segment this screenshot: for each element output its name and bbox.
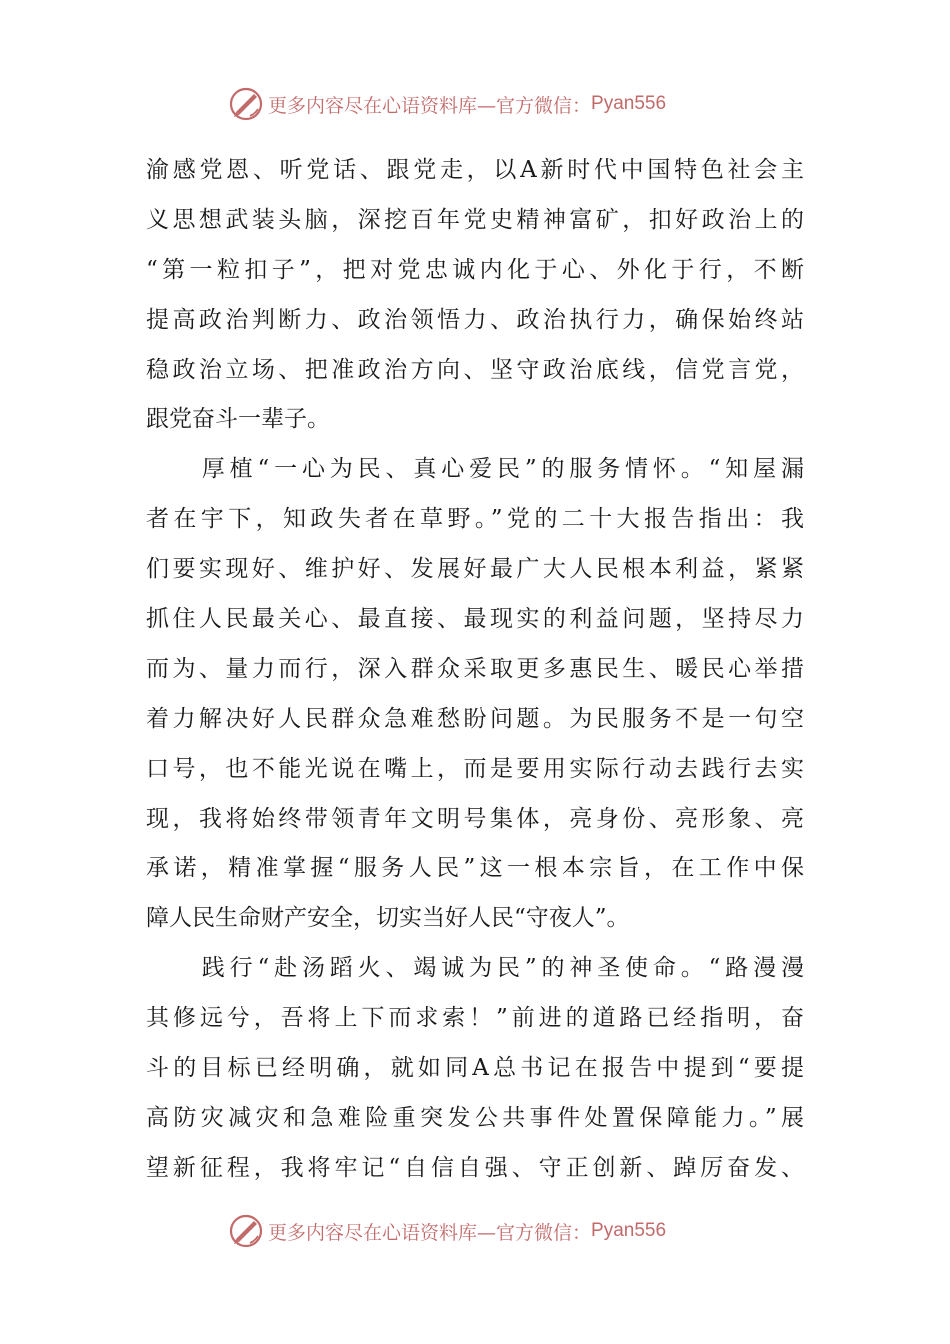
text-line: 承诺，精准掌握“服务人民”这一根本宗旨，在工作中保 <box>146 855 804 882</box>
text-line: 义思想武装头脑，深挖百年党史精神富矿，扣好政治上的 <box>146 206 804 233</box>
text-line: 望新征程，我将牢记“自信自强、守正创新、踔厉奋发、 <box>146 1154 804 1181</box>
text-line: 着力解决好人民群众急难愁盼问题。为民服务不是一句空 <box>146 705 804 732</box>
footer-banner <box>228 1211 722 1251</box>
document-body <box>146 146 804 1194</box>
text-line: 而为、量力而行，深入群众采取更多惠民生、暖民心举措 <box>146 655 804 682</box>
text-line: 高防灾减灾和急难险重突发公共事件处置保障能力。”展 <box>146 1104 804 1131</box>
footer-banner-text: 更多内容尽在心语资料库—官方微信： <box>268 1221 592 1244</box>
text-line: 现，我将始终带领青年文明号集体，亮身份、亮形象、亮 <box>146 805 804 832</box>
text-line: 厚植“一心为民、真心爱民”的服务情怀。“知屋漏 <box>146 456 804 483</box>
text-line: 障人民生命财产安全，切实当好人民“守夜人”。 <box>146 905 630 932</box>
footer-banner-wechat: Pyan556 <box>591 1220 667 1241</box>
text-line: 跟党奋斗一辈子。 <box>146 406 330 433</box>
text-line: 稳政治立场、把准政治方向、坚守政治底线，信党言党， <box>146 356 804 383</box>
header-banner-text: 更多内容尽在心语资料库—官方微信： <box>268 94 592 117</box>
text-line: 提高政治判断力、政治领悟力、政治执行力，确保始终站 <box>146 306 804 333</box>
pen-logo-icon <box>228 86 264 122</box>
text-line: 者在宇下，知政失者在草野。”党的二十大报告指出：我 <box>146 506 804 533</box>
text-line: 其修远兮，吾将上下而求索！”前进的道路已经指明，奋 <box>146 1005 804 1032</box>
pen-logo-icon <box>228 1213 264 1249</box>
text-line: 渝感党恩、听党话、跟党走，以A新时代中国特色社会主 <box>146 157 804 183</box>
header-banner <box>228 84 722 124</box>
header-banner-wechat: Pyan556 <box>591 93 667 114</box>
text-line: 践行“赴汤蹈火、竭诚为民”的神圣使命。“路漫漫 <box>146 955 804 982</box>
text-line: “第一粒扣子”，把对党忠诚内化于心、外化于行，不断 <box>146 256 804 283</box>
text-line: 抓住人民最关心、最直接、最现实的利益问题，坚持尽力 <box>146 606 804 633</box>
text-line: 口号，也不能光说在嘴上，而是要用实际行动去践行去实 <box>146 755 804 782</box>
text-line: 们要实现好、维护好、发展好最广大人民根本利益，紧紧 <box>146 556 804 583</box>
text-line: 斗的目标已经明确，就如同A总书记在报告中提到“要提 <box>146 1055 804 1082</box>
